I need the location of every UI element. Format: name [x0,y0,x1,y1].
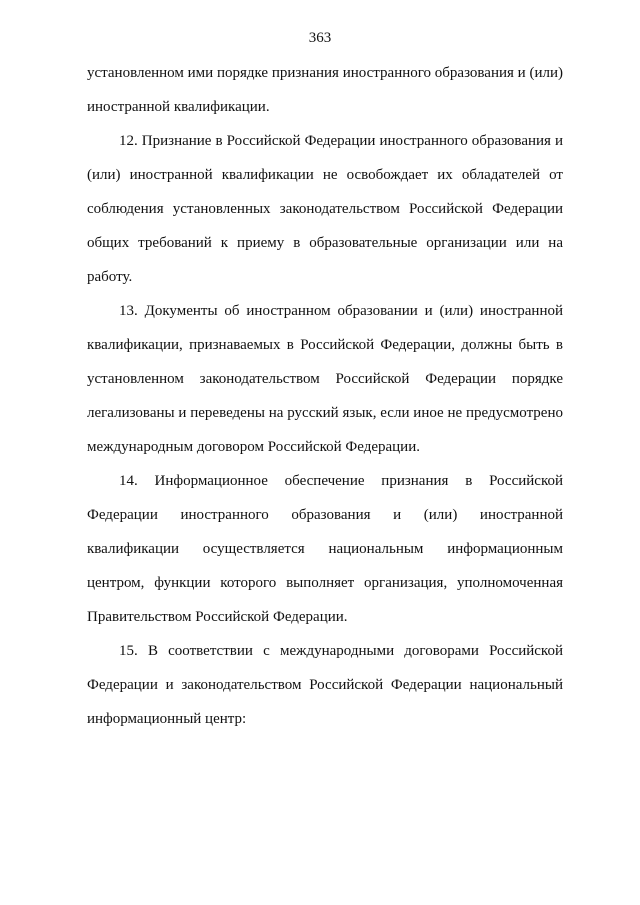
document-body [87,56,563,736]
paragraph-continuation: установленном ими порядке признания иностранного образования и (или) иностранной квалификации. [87,65,563,115]
paragraph-13: 13. Документы об иностранном образовании и (или) иностранной квалификации, признаваемых в Российской Федерации, должны быть в установленном законодательством Российской Федерации порядке легализованы и переведены на русский язык, если иное не предусмотрено международным договором Российской Федерации. [87,303,563,455]
paragraph-12: 12. Признание в Российской Федерации иностранного образования и (или) иностранной квалификации не освобождает их обладателей от соблюдения установленных законодательством Российской Федерации общих требований к приему в образовательные организации или на работу. [87,133,563,285]
paragraph-15: 15. В соответствии с международными договорами Российской Федерации и законодательством Российской Федерации национальный информационный центр: [87,643,563,727]
page-number: 363 [308,30,332,46]
paragraph-14: 14. Информационное обеспечение признания в Российской Федерации иностранного образования и (или) иностранной квалификации осуществляется национальным информационным центром, функции которого выполняет организация, уполномоченная Правительством Российской Федерации. [87,473,563,625]
